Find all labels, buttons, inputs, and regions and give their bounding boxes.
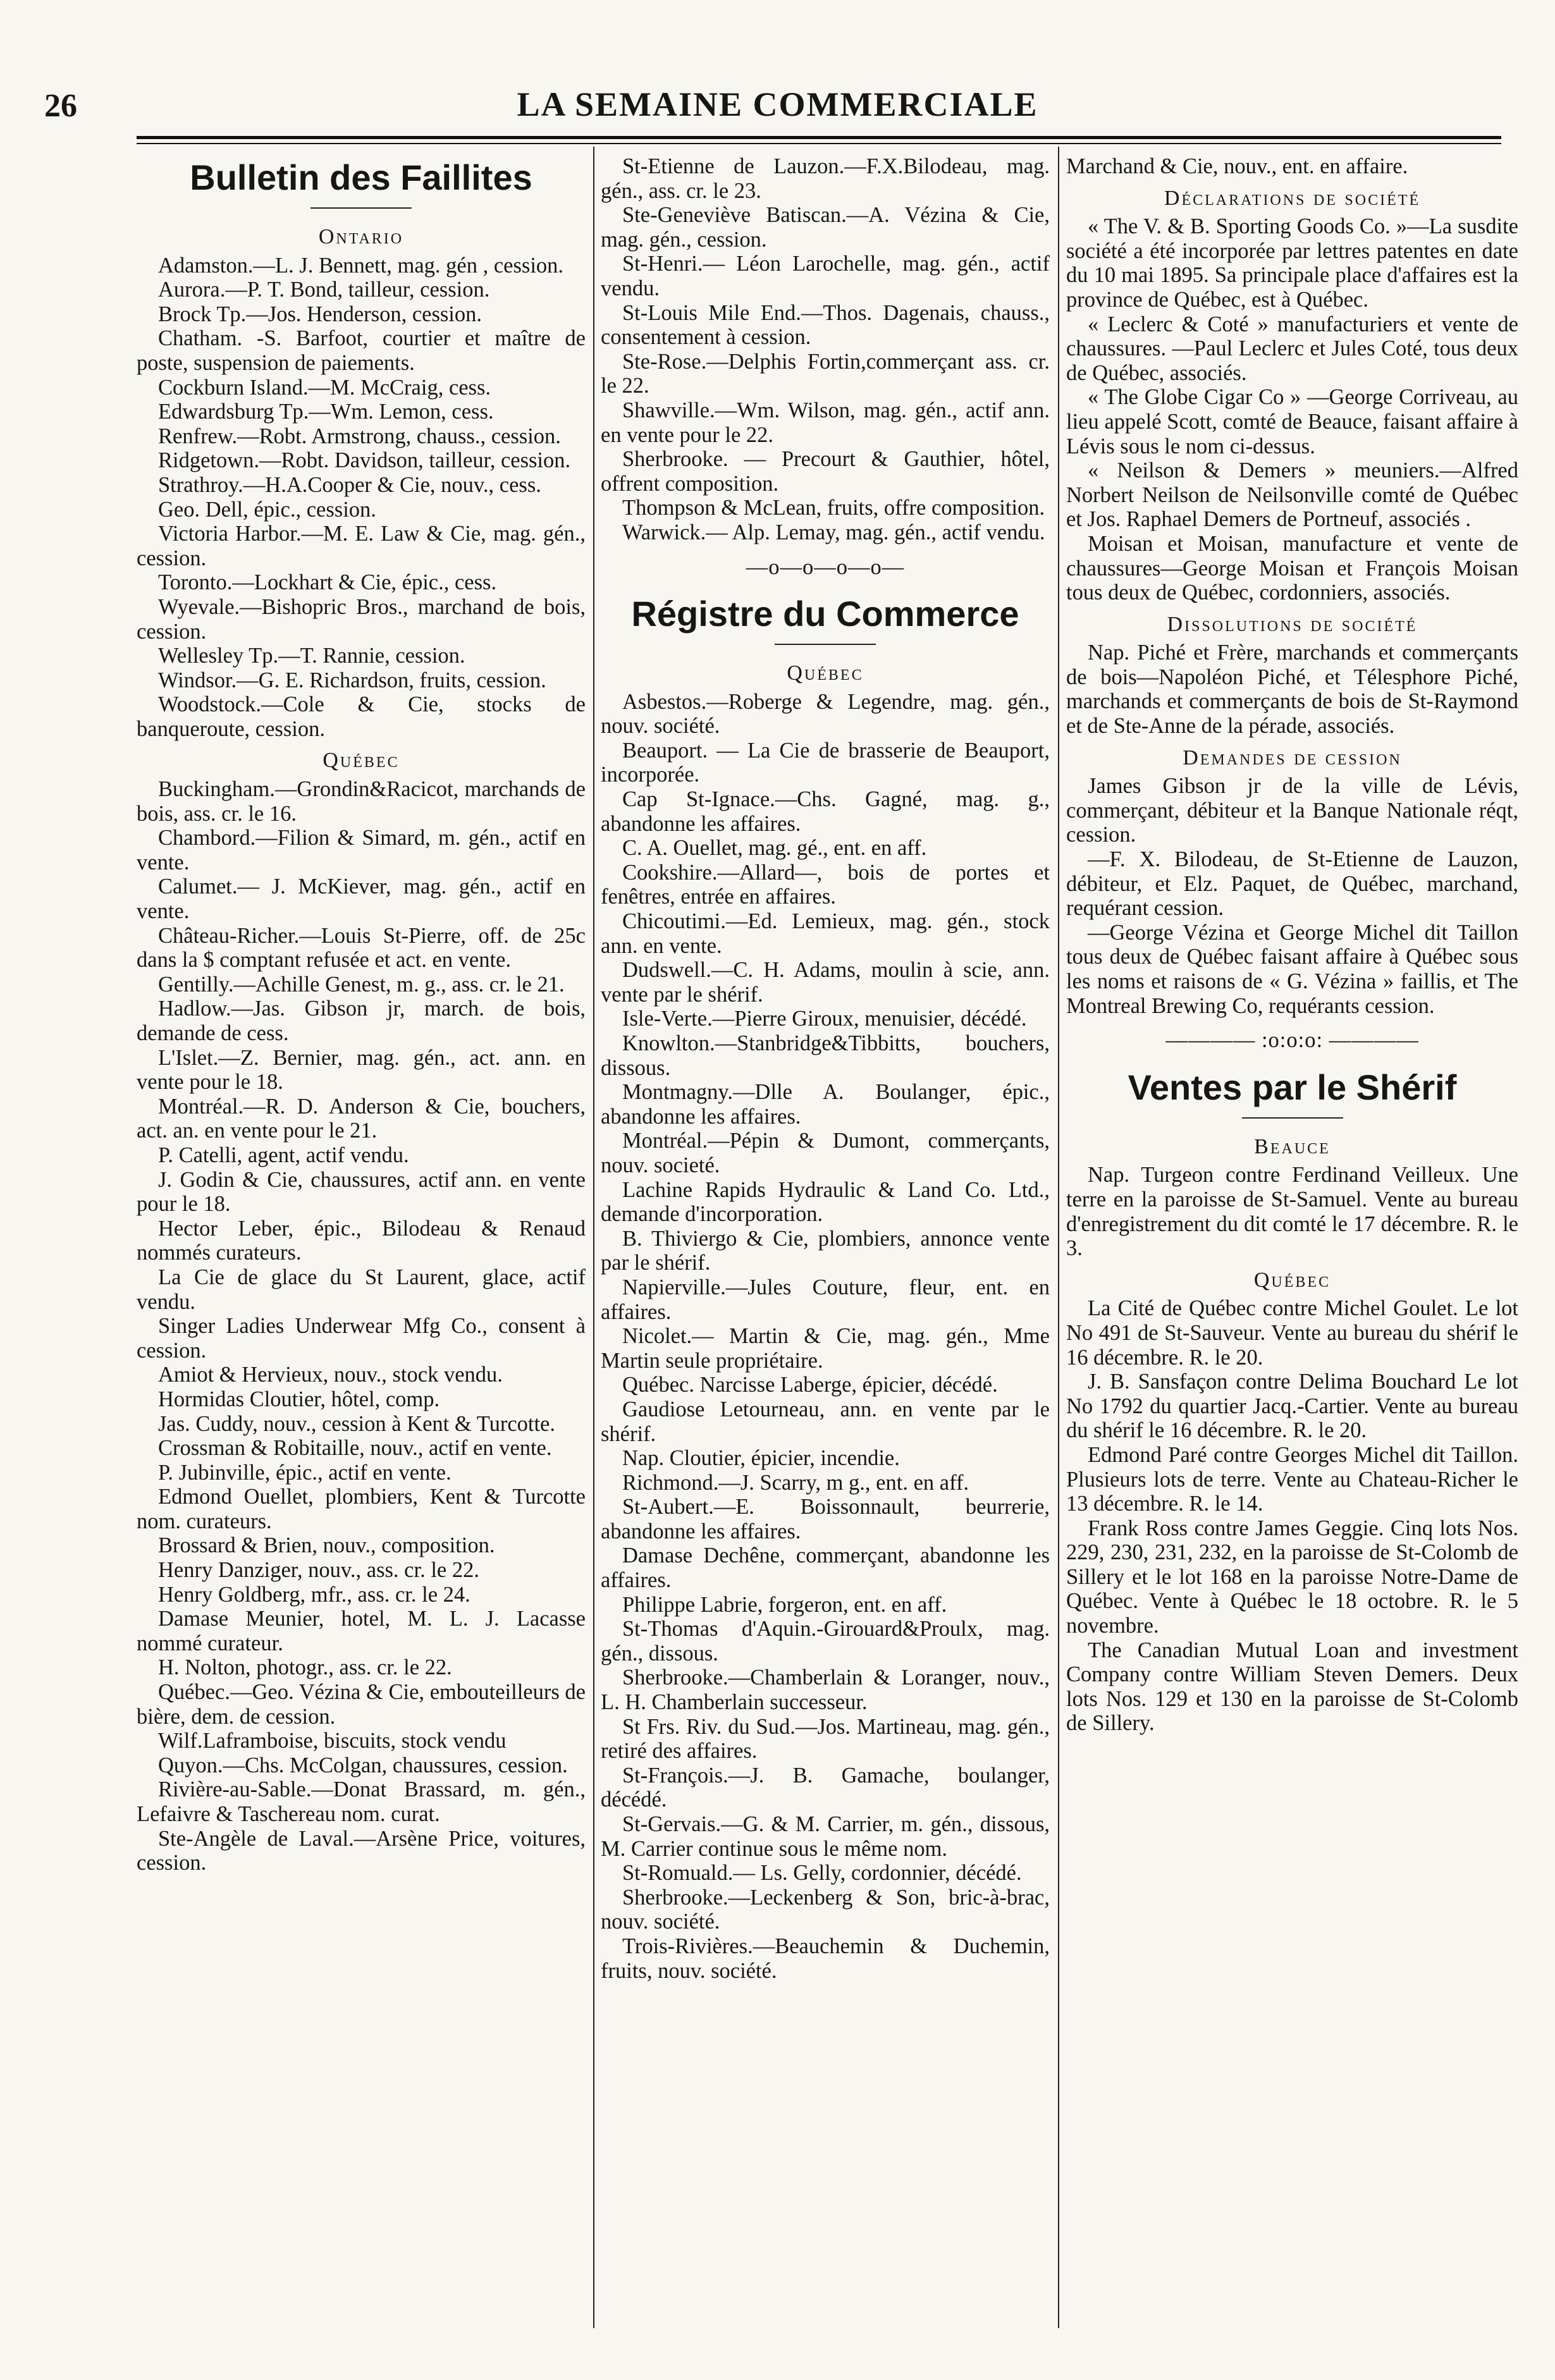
subheading-quebec: Québec (787, 661, 864, 685)
entry: Damase Dechêne, commerçant, abandonne les affaires. (601, 1543, 1050, 1593)
entry: Philippe Labrie, forgeron, ent. en aff. (622, 1592, 947, 1617)
entry: Dudswell.—C. H. Adams, moulin à scie, ann. vente par le shérif. (601, 958, 1050, 1007)
list-demandes (1066, 774, 1518, 1018)
entry: Asbestos.—Roberge & Legendre, mag. gén., nouv. société. (601, 689, 1050, 739)
entry: J. B. Sansfaçon contre Delima Bouchard Le lot No 1792 du quartier Jacq.-Cartier. Vente au bureau du shérif le 16 décembre. R. le 20. (1066, 1370, 1518, 1443)
subheading-quebec: Québec (323, 749, 400, 773)
entry: James Gibson jr de la ville de Lévis, commerçant, débiteur et la Banque Nationale réqt, cession. (1066, 774, 1518, 847)
entry: Strathroy.—H.A.Cooper & Cie, nouv., cess. (158, 472, 541, 497)
header-rule-thin (137, 143, 1501, 144)
entry: Rivière-au-Sable.—Donat Brassard, m. gén., Lefaivre & Taschereau nom. curat. (137, 1777, 586, 1826)
short-rule (310, 207, 412, 209)
entry: J. Godin & Cie, chaussures, actif ann. en vente pour le 18. (137, 1167, 586, 1217)
entry: Adamston.—L. J. Bennett, mag. gén , cession. (158, 253, 564, 278)
entry: —F. X. Bilodeau, de St-Etienne de Lauzon, débiteur, et Elz. Paquet, de Québec, marchand, requérant cession. (1066, 847, 1518, 921)
entry: Calumet.— J. McKiever, mag. gén., actif en vente. (137, 874, 586, 924)
section-title-faillites: Bulletin des Faillites (190, 157, 532, 197)
lead-entry: Marchand & Cie, nouv., ent. en affaire. (1066, 154, 1408, 178)
short-rule (1242, 1117, 1343, 1119)
entry: —George Vézina et George Michel dit Taillon tous deux de Québec faisant affaire à Québec sous les noms et raisons de « G. Vézina » faillis, et The Montreal Brewing Co, requérants cession. (1066, 920, 1518, 1018)
entry: Moisan et Moisan, manufacture et vente de chaussures—George Moisan et François Moisan tous deux de Québec, cordonniers, associés. (1066, 531, 1518, 605)
entry: Edmond Ouellet, plombiers, Kent & Turcotte nom. curateurs. (137, 1485, 586, 1533)
entry: Ste-Geneviève Batiscan.—A. Vézina & Cie, mag. gén., cession. (601, 203, 1050, 252)
entry: Wellesley Tp.—T. Rannie, cession. (158, 644, 465, 668)
entry: Renfrew.—Robt. Armstrong, chauss., cession. (158, 424, 561, 448)
entry: Aurora.—P. T. Bond, tailleur, cession. (158, 278, 490, 302)
entry: Wilf.Laframboise, biscuits, stock vendu (158, 1729, 507, 1753)
entry: St-Aubert.—E. Boissonnault, beurrerie, abandonne les affaires. (601, 1495, 1050, 1543)
entry: B. Thiviergo & Cie, plombiers, annonce vente par le shérif. (601, 1226, 1050, 1275)
entry: Geo. Dell, épic., cession. (158, 497, 376, 522)
entry: St-Thomas d'Aquin.-Girouard&Proulx, mag. gén., dissous. (601, 1617, 1050, 1665)
entry: Thompson & McLean, fruits, offre composition. (622, 496, 1045, 520)
section-title-registre: Régistre du Commerce (631, 594, 1019, 634)
entry: Amiot & Hervieux, nouv., stock vendu. (158, 1363, 503, 1387)
entry: Montréal.—Pépin & Dumont, commerçants, nouv. societé. (601, 1129, 1050, 1177)
entry: Napierville.—Jules Couture, fleur, ent. en affaires. (601, 1275, 1050, 1324)
entry: Jas. Cuddy, nouv., cession à Kent & Turcotte. (158, 1411, 555, 1436)
entry: Crossman & Robitaille, nouv., actif en vente. (158, 1436, 552, 1461)
separator: ———— :o:o:o: ———— (1165, 1028, 1419, 1053)
entry: Edmond Paré contre Georges Michel dit Taillon. Plusieurs lots de terre. Vente au Chateau-Richer le 13 décembre. R. le 14. (1066, 1442, 1518, 1516)
entry: Shawville.—Wm. Wilson, mag. gén., actif ann. en vente pour le 22. (601, 398, 1050, 447)
entry: St Frs. Riv. du Sud.—Jos. Martineau, mag. gén., retiré des affaires. (601, 1714, 1050, 1764)
short-rule (775, 644, 876, 645)
list-ontario (137, 254, 586, 742)
entry: Sherbrooke. — Precourt & Gauthier, hôtel, offrent composition. (601, 447, 1050, 496)
list-quebec (137, 777, 586, 1875)
entry: Knowlton.—Stanbridge&Tibbitts, bouchers, dissous. (601, 1031, 1050, 1080)
entry: Chatham. -S. Barfoot, courtier et maître de poste, suspension de paiements. (137, 326, 586, 375)
column-divider (1058, 147, 1059, 2328)
entry: Quyon.—Chs. McColgan, chaussures, cession. (158, 1753, 568, 1777)
entry: Buckingham.—Grondin&Racicot, marchands de bois, ass. cr. le 16. (137, 777, 586, 826)
list-faillites-continued (601, 154, 1050, 545)
subheading-demandes: Demandes de cession (1183, 745, 1402, 770)
section-title-ventes: Ventes par le Shérif (1128, 1067, 1457, 1107)
entry: Cap St-Ignace.—Chs. Gagné, mag. g., abandonne les affaires. (601, 787, 1050, 836)
entry: St-Gervais.—G. & M. Carrier, m. gén., dissous, M. Carrier continue sous le même nom. (601, 1812, 1050, 1861)
entry: « Leclerc & Coté » manufacturiers et vente de chaussures. —Paul Leclerc et Jules Coté, tous deux de Québec, associés. (1066, 312, 1518, 385)
subheading-beauce: Beauce (1254, 1134, 1331, 1158)
entry: Château-Richer.—Louis St-Pierre, off. de 25c dans la $ comptant refusée et act. en vente. (137, 923, 586, 972)
entry: Hadlow.—Jas. Gibson jr, march. de bois, demande de cess. (137, 997, 586, 1045)
entry: St-François.—J. B. Gamache, boulanger, décédé. (601, 1763, 1050, 1812)
entry: St-Etienne de Lauzon.—F.X.Bilodeau, mag. gén., ass. cr. le 23. (601, 154, 1050, 203)
entry: « The V. & B. Sporting Goods Co. »—La susdite société a été incorporée par lettres patentes en date du 10 mai 1895. Sa principale place d'affaires est la province de Québec, est à Québec. (1066, 214, 1518, 312)
header-rule (137, 136, 1501, 139)
entry: Richmond.—J. Scarry, m g., ent. en aff. (622, 1470, 969, 1495)
subheading-quebec: Québec (1253, 1268, 1331, 1292)
entry: Montréal.—R. D. Anderson & Cie, bouchers, act. an. en vente pour le 21. (137, 1094, 586, 1143)
entry: St-Henri.— Léon Larochelle, mag. gén., actif vendu. (601, 252, 1050, 300)
entry: P. Catelli, agent, actif vendu. (158, 1143, 409, 1167)
entry: Gentilly.—Achille Genest, m. g., ass. cr. le 21. (158, 972, 565, 997)
entry: Ste-Rose.—Delphis Fortin,commerçant ass. cr. le 22. (601, 349, 1050, 398)
entry: Isle-Verte.—Pierre Giroux, menuisier, décédé. (622, 1007, 1027, 1031)
entry: The Canadian Mutual Loan and investment Company contre William Steven Demers. Deux lots Nos. 129 et 130 en la paroisse de St-Colomb de Sillery. (1066, 1638, 1518, 1736)
entry: Sherbrooke.—Chamberlain & Loranger, nouv., L. H. Chamberlain successeur. (601, 1665, 1050, 1715)
list-ventes-quebec (1066, 1296, 1518, 1736)
entry: Lachine Rapids Hydraulic & Land Co. Ltd., demande d'incorporation. (601, 1177, 1050, 1227)
page-number: 26 (44, 88, 77, 124)
entry: Toronto.—Lockhart & Cie, épic., cess. (158, 570, 497, 595)
entry: Warwick.— Alp. Lemay, mag. gén., actif vendu. (622, 520, 1045, 544)
entry: L'Islet.—Z. Bernier, mag. gén., act. ann. en vente pour le 18. (137, 1045, 586, 1095)
entry: Cookshire.—Allard—, bois de portes et fenêtres, entrée en affaires. (601, 860, 1050, 909)
list-declarations (1066, 214, 1518, 605)
column-1 (137, 154, 586, 2329)
entry: Trois-Rivières.—Beauchemin & Duchemin, fruits, nouv. société. (601, 1934, 1050, 1983)
entry: Ste-Angèle de Laval.—Arsène Price, voitures, cession. (137, 1826, 586, 1875)
entry: Gaudiose Letourneau, ann. en vente par le shérif. (601, 1397, 1050, 1446)
entry: Nap. Cloutier, épicier, incendie. (622, 1446, 900, 1471)
entry: « The Globe Cigar Co » —George Corriveau, au lieu appelé Scott, comté de Beauce, faisant affaire à Lévis sous le nom ci-dessus. (1066, 385, 1518, 458)
entry: Woodstock.—Cole & Cie, stocks de banqueroute, cession. (137, 692, 586, 741)
entry: St-Romuald.— Ls. Gelly, cordonnier, décédé. (622, 1861, 1022, 1886)
entry: La Cité de Québec contre Michel Goulet. Le lot No 491 de St-Sauveur. Vente au bureau du shérif le 16 décembre. R. le 20. (1066, 1296, 1518, 1370)
entry: Frank Ross contre James Geggie. Cinq lots Nos. 229, 230, 231, 232, en la paroisse de St-Colomb de Sillery et le lot 168 en la paroisse Notre-Dame de Québec. Vente à Québec le 18 octobre. R. le 5 novembre. (1066, 1516, 1518, 1638)
entry: Nap. Turgeon contre Ferdinand Veilleux. Une terre en la paroisse de St-Samuel. Vente au bureau d'enregistrement du dit comté le 17 décembre. R. le 3. (1066, 1163, 1518, 1261)
entry: Henry Danziger, nouv., ass. cr. le 22. (158, 1558, 479, 1583)
entry: Henry Goldberg, mfr., ass. cr. le 24. (158, 1582, 470, 1607)
entry: Chicoutimi.—Ed. Lemieux, mag. gén., stock ann. en vente. (601, 909, 1050, 958)
entry: « Neilson & Demers » meuniers.—Alfred Norbert Neilson de Neilsonville comté de Québec et Jos. Raphael Demers de Portneuf, associés . (1066, 458, 1518, 532)
entry: Nap. Piché et Frère, marchands et commerçants de bois—Napoléon Piché, et Télesphore Piché, marchands et commerçants de bois de St-Raymond et de Ste-Anne de la pérade, associés. (1066, 641, 1518, 739)
entry: St-Louis Mile End.—Thos. Dagenais, chauss., consentement à cession. (601, 300, 1050, 350)
entry: H. Nolton, photogr., ass. cr. le 22. (158, 1655, 452, 1680)
entry: Québec. Narcisse Laberge, épicier, décédé. (622, 1373, 998, 1397)
entry: Windsor.—G. E. Richardson, fruits, cession. (158, 668, 546, 692)
column-2 (601, 154, 1050, 2329)
subheading-dissolutions: Dissolutions de société (1167, 612, 1418, 636)
entry: Hormidas Cloutier, hôtel, comp. (158, 1387, 440, 1411)
entry: Wyevale.—Bishopric Bros., marchand de bois, cession. (137, 594, 586, 644)
subheading-declarations: Déclarations de société (1164, 186, 1421, 210)
entry: Sherbrooke.—Leckenberg & Son, bric-à-brac, nouv. société. (601, 1885, 1050, 1934)
entry: Victoria Harbor.—M. E. Law & Cie, mag. gén., cession. (137, 522, 586, 570)
entry: La Cie de glace du St Laurent, glace, actif vendu. (137, 1265, 586, 1314)
masthead: LA SEMAINE COMMERCIALE (517, 85, 1038, 123)
entry: Singer Ladies Underwear Mfg Co., consent à cession. (137, 1314, 586, 1363)
list-registre (601, 690, 1050, 1983)
entry: Montmagny.—Dlle A. Boulanger, épic., abandonne les affaires. (601, 1080, 1050, 1129)
entry: Cockburn Island.—M. McCraig, cess. (158, 375, 491, 400)
entry: Brossard & Brien, nouv., composition. (158, 1533, 495, 1558)
column-divider (593, 147, 594, 2328)
column-3 (1066, 154, 1518, 2329)
entry: Hector Leber, épic., Bilodeau & Renaud nommés curateurs. (137, 1216, 586, 1265)
entry: Chambord.—Filion & Simard, m. gén., actif en vente. (137, 826, 586, 874)
entry: Edwardsburg Tp.—Wm. Lemon, cess. (158, 400, 494, 424)
entry: P. Jubinville, épic., actif en vente. (158, 1460, 452, 1485)
entry: Québec.—Geo. Vézina & Cie, embouteilleurs de bière, dem. de cession. (137, 1680, 586, 1729)
subheading-ontario: Ontario (318, 225, 404, 248)
entry: Beauport. — La Cie de brasserie de Beauport, incorporée. (601, 738, 1050, 787)
list-dissolutions (1066, 641, 1518, 738)
separator: —o—o—o—o— (746, 555, 905, 579)
list-beauce (1066, 1163, 1518, 1260)
entry: Brock Tp.—Jos. Henderson, cession. (158, 302, 482, 326)
entry: Damase Meunier, hotel, M. L. J. Lacasse nommé curateur. (137, 1607, 586, 1655)
entry: Ridgetown.—Robt. Davidson, tailleur, cession. (158, 448, 571, 473)
entry: C. A. Ouellet, mag. gé., ent. en aff. (622, 836, 927, 861)
entry: Nicolet.— Martin & Cie, mag. gén., Mme Martin seule propriétaire. (601, 1324, 1050, 1373)
